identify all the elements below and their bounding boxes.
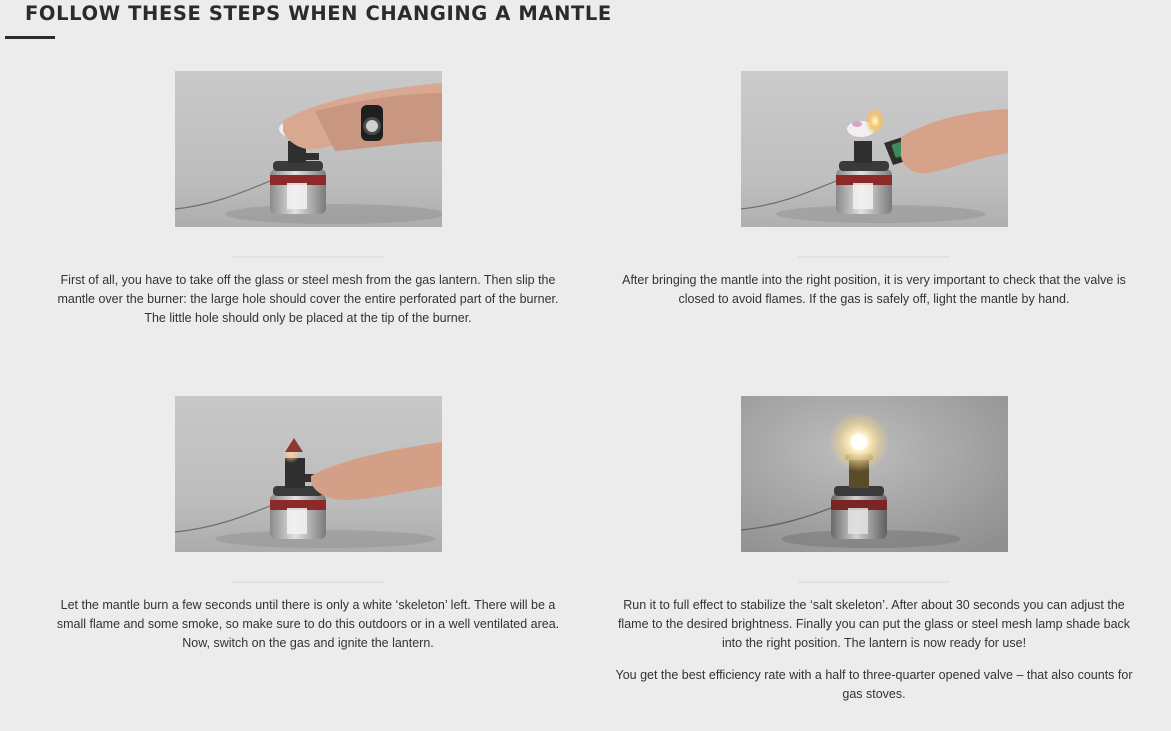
- step-4-paragraph-2: You get the best efficiency rate with a half to three-quarter opened valve – that also counts for gas stoves.: [615, 668, 1133, 701]
- step-4-text: [614, 596, 1134, 717]
- page-title: FOLLOW THESE STEPS WHEN CHANGING A MANTLE: [25, 2, 612, 25]
- step-3-text: [48, 596, 568, 666]
- step-2-divider: [798, 256, 950, 258]
- step-1-text: [48, 271, 568, 341]
- step-4-divider: [798, 581, 950, 583]
- step-4-image: [741, 396, 1008, 552]
- step-1-divider: [232, 256, 384, 258]
- step-1-image: [175, 71, 442, 227]
- step-2-paragraph-1: After bringing the mantle into the right position, it is very important to check that the valve is closed to avoid flames. If the gas is safely off, light the mantle by hand.: [622, 273, 1126, 306]
- title-underline: [5, 36, 55, 39]
- step-1-paragraph-1: First of all, you have to take off the glass or steel mesh from the gas lantern. Then slip the mantle over the burner: the large hole should cover the entire perforated part of the burner. The little hole should only be placed at the tip of the burner.: [57, 273, 559, 325]
- step-3-image: [175, 396, 442, 552]
- step-2-image: [741, 71, 1008, 227]
- step-2-text: [614, 271, 1134, 322]
- step-3-paragraph-1: Let the mantle burn a few seconds until there is only a white ‘skeleton’ left. There will be a small flame and some smoke, so make sure to do this outdoors or in a well ventilated area. Now, switch on the gas and ignite the lantern.: [56, 598, 560, 650]
- step-3-divider: [232, 581, 384, 583]
- step-4-paragraph-1: Run it to full effect to stabilize the ‘salt skeleton’. After about 30 seconds you can adjust the flame to the desired brightness. Finally you can put the glass or steel mesh lamp shade back into the right position. The lantern is now ready for use!: [617, 598, 1131, 650]
